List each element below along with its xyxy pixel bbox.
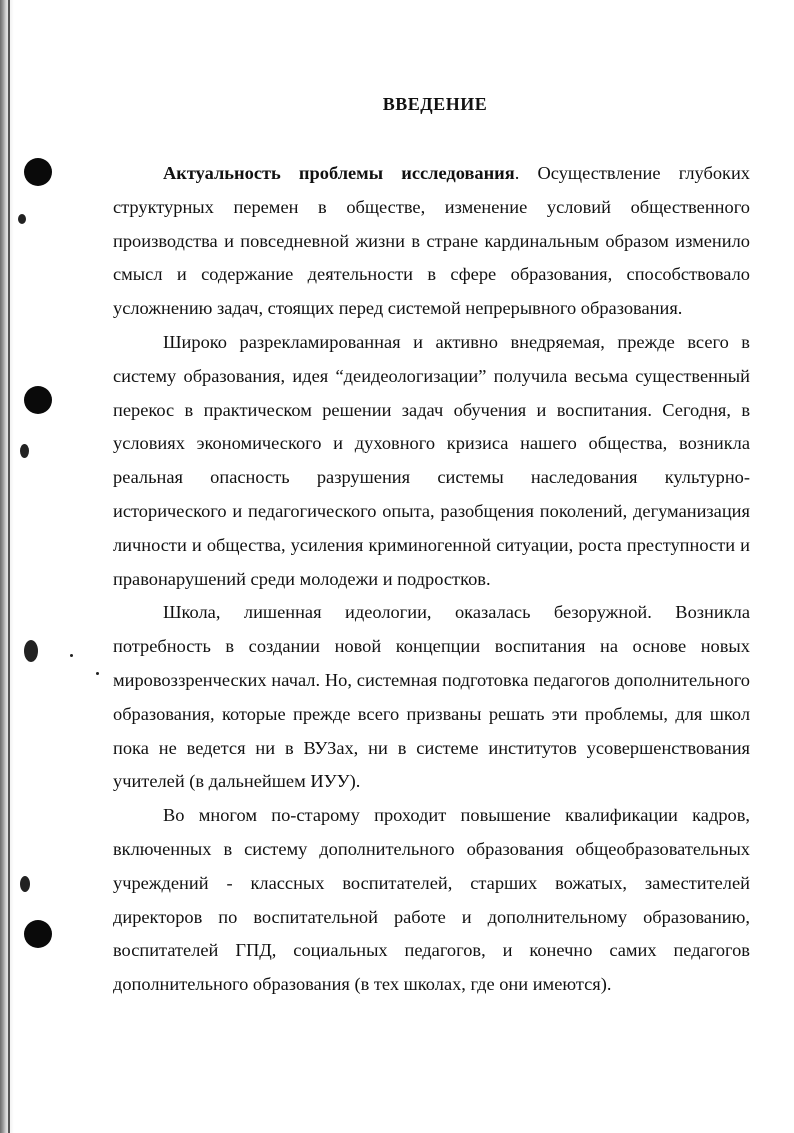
scan-speck [70, 654, 73, 657]
page-title: ВВЕДЕНИЕ [382, 94, 488, 114]
paragraph-text: Широко разрекламированная и активно внедряемая, прежде всего в систему образования, идея “деидеологизации” получила весьма существенный перекос в практическом решении задач обучения и воспитания. Сегодня, в условиях экономического и духовного кризиса нашего общества, возникла реальная опасность разрушения системы наследования культурно-исторического и педагогического опыта, разобщения поколений, дегуманизация личности и общества, усиления криминогенной ситуации, роста преступности и правонарушений среди молодежи и подростков. [113, 331, 750, 589]
punch-hole-top [24, 158, 52, 186]
paragraph-3 [113, 596, 750, 799]
punch-hole-bottom [24, 920, 52, 948]
scan-speck [20, 876, 30, 892]
paragraph-text: Школа, лишенная идеологии, оказалась безоружной. Возникла потребность в создании новой концепции воспитания на основе новых мировоззренческих начал. Но, системная подготовка педагогов дополнительного образования, которые прежде всего призваны решать эти проблемы, для школ пока не ведется ни в ВУЗах, ни в системе институтов усовершенствования учителей (в дальнейшем ИУУ). [113, 602, 750, 792]
paragraph-1 [113, 157, 750, 326]
paragraph-2 [113, 326, 750, 596]
punch-hole-middle [24, 386, 52, 414]
scan-edge-line [8, 0, 10, 1133]
document-body [113, 157, 750, 1002]
paragraph-text: Во многом по-старому проходит повышение квалификации кадров, включенных в систему дополнительного образования общеобразовательных учреждений - классных воспитателей, старших вожатых, заместителей директоров по воспитательной работе и дополнительному образованию, воспитателей ГПД, социальных педагогов, и конечно самих педагогов дополнительного образования (в тех школах, где они имеются). [113, 805, 750, 995]
scan-binding-edge [0, 0, 14, 1133]
paragraph-text: . Осуществление глубоких структурных перемен в обществе, изменение условий общественного производства и повседневной жизни в стране кардинальным образом изменило смысл и содержание деятельности в сфере образования, способствовало усложнению задач, стоящих перед системой непрерывного образования. [113, 163, 750, 319]
scan-speck [18, 214, 26, 224]
scan-speck [24, 640, 38, 662]
paragraph-4 [113, 799, 750, 1002]
scan-speck [96, 672, 99, 675]
scan-speck [20, 444, 29, 458]
paragraph-lead: Актуальность проблемы исследования [163, 163, 515, 183]
